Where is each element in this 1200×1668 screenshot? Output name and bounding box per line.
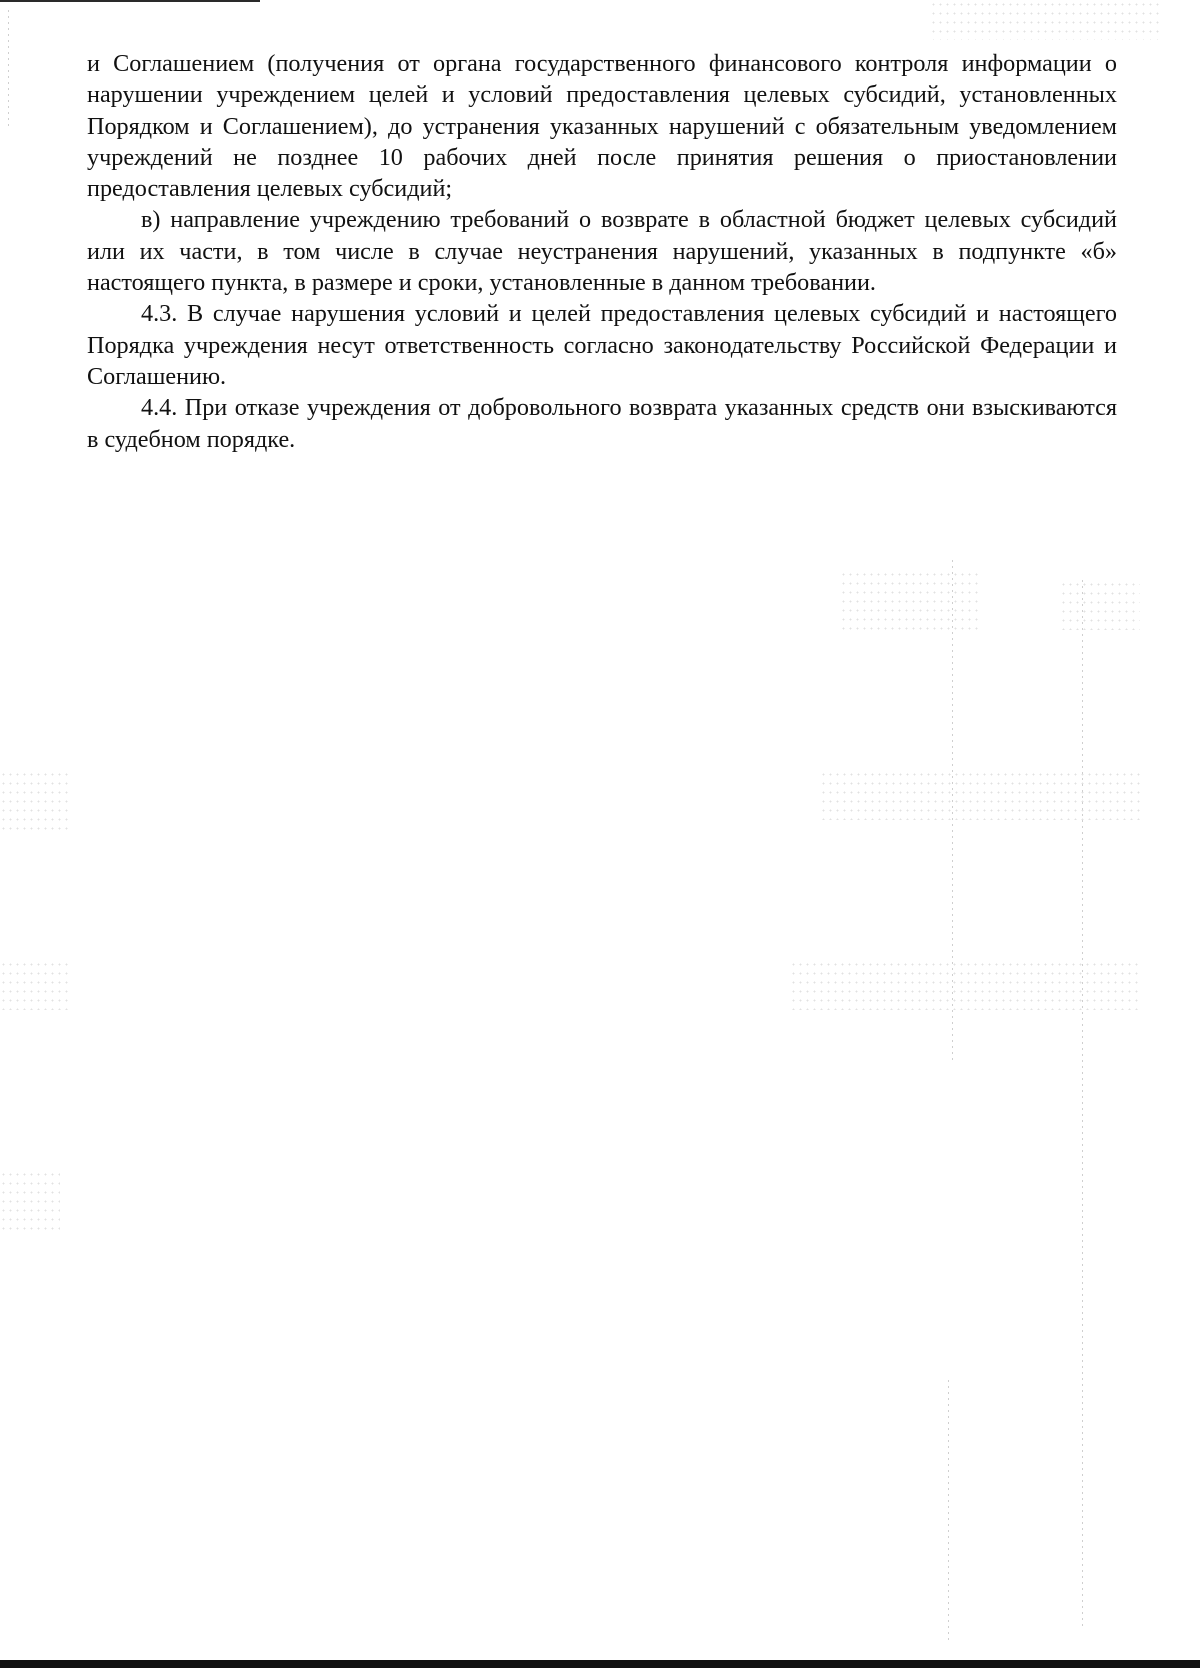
scan-noise-right-3 — [820, 770, 1140, 820]
scan-noise-left-2 — [0, 960, 70, 1010]
paragraph-continuation: и Соглашением (получения от органа государственного финансового контроля информации о нарушении учреждением целей и условий предоставления целевых субсидий, установленных Порядком и Соглашением), до устранения указанных нарушений с обязательным уведомлением учреждений не позднее 10 рабочих дней после принятия решения о приостановлении предоставления целевых субсидий; — [87, 50, 1117, 203]
scan-line-4 — [8, 10, 9, 130]
scan-noise-left-3 — [0, 1170, 60, 1230]
scan-noise-left-1 — [0, 770, 70, 830]
scan-noise-right-1 — [840, 570, 980, 630]
scan-line-2 — [948, 1380, 949, 1640]
scan-noise-top-right — [930, 0, 1160, 40]
paragraph-item-v: в) направление учреждению требований о возврате в областной бюджет целевых субсидий или их части, в том числе в случае неустранения нарушений, указанных в подпункте «б» настоящего пункта, в размере и сроки, установленные в данном требовании. — [87, 206, 1117, 297]
scan-line-3 — [1082, 580, 1083, 1630]
scan-noise-right-4 — [790, 960, 1140, 1010]
scan-edge-bottom-corner — [0, 1654, 8, 1660]
document-body — [87, 48, 1117, 455]
scan-edge-top — [0, 0, 260, 2]
paragraph-clause-4-3: 4.3. В случае нарушения условий и целей предоставления целевых субсидий и настоящего Порядка учреждения несут ответственность согласно законодательству Российской Федерации и Соглашению. — [87, 300, 1117, 390]
scan-edge-bottom — [0, 1660, 1200, 1668]
paragraph-clause-4-4: 4.4. При отказе учреждения от добровольного возврата указанных средств они взыскиваются в судебном порядке. — [87, 394, 1117, 453]
scan-line-1 — [952, 560, 953, 1060]
scan-noise-right-2 — [1060, 580, 1140, 630]
